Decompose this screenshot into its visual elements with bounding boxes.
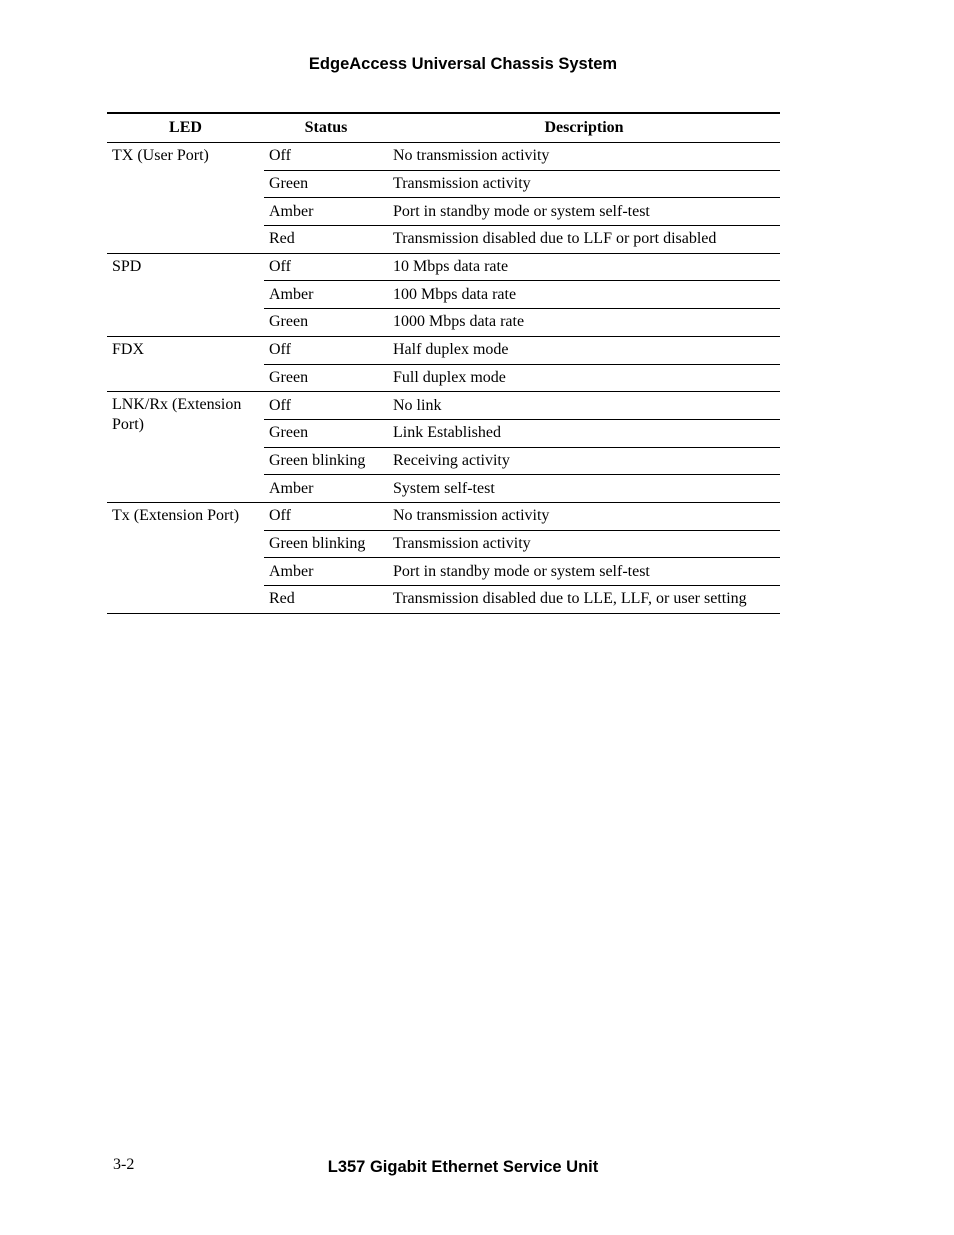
page-number: 3-2: [113, 1156, 135, 1173]
description-cell: 10 Mbps data rate: [388, 253, 780, 281]
status-cell: Green: [264, 364, 388, 392]
led-group: [107, 253, 780, 336]
status-cell: Off: [264, 392, 388, 420]
led-name-cell: SPD: [107, 253, 264, 336]
page-footer: L357 Gigabit Ethernet Service Unit: [327, 1158, 599, 1176]
status-cell: Green blinking: [264, 447, 388, 475]
status-cell: Green blinking: [264, 530, 388, 558]
led-name-cell: FDX: [107, 336, 264, 391]
description-cell: No transmission activity: [388, 502, 780, 530]
table-row: [107, 336, 780, 364]
description-cell: Transmission activity: [388, 530, 780, 558]
led-group: [107, 502, 780, 613]
description-cell: Link Established: [388, 419, 780, 447]
led-group: [107, 336, 780, 391]
description-cell: System self-test: [388, 475, 780, 503]
column-header-description: Description: [388, 113, 780, 143]
table-row: [107, 392, 780, 420]
description-cell: Transmission disabled due to LLE, LLF, or user setting: [388, 586, 780, 614]
description-cell: No transmission activity: [388, 143, 780, 171]
status-cell: Amber: [264, 558, 388, 586]
status-cell: Green: [264, 309, 388, 337]
column-header-status: Status: [264, 113, 388, 143]
description-cell: Full duplex mode: [388, 364, 780, 392]
description-cell: Receiving activity: [388, 447, 780, 475]
table-header: [107, 113, 780, 143]
led-status-table: [107, 112, 780, 614]
column-header-led: LED: [107, 113, 264, 143]
status-cell: Amber: [264, 281, 388, 309]
led-name-cell: TX (User Port): [107, 143, 264, 254]
table-row: [107, 502, 780, 530]
led-group: [107, 143, 780, 254]
status-cell: Amber: [264, 475, 388, 503]
table-row: [107, 253, 780, 281]
description-cell: Half duplex mode: [388, 336, 780, 364]
status-cell: Green: [264, 170, 388, 198]
led-name-cell: LNK/Rx (Extension Port): [107, 392, 264, 503]
status-cell: Off: [264, 336, 388, 364]
page-header: EdgeAccess Universal Chassis System: [308, 55, 618, 73]
description-cell: No link: [388, 392, 780, 420]
status-cell: Off: [264, 143, 388, 171]
status-cell: Amber: [264, 198, 388, 226]
status-cell: Green: [264, 419, 388, 447]
led-name-cell: Tx (Extension Port): [107, 502, 264, 613]
description-cell: 1000 Mbps data rate: [388, 309, 780, 337]
description-cell: Port in standby mode or system self-test: [388, 558, 780, 586]
status-cell: Off: [264, 253, 388, 281]
description-cell: Transmission disabled due to LLF or port disabled: [388, 226, 780, 254]
status-cell: Red: [264, 226, 388, 254]
description-cell: Port in standby mode or system self-test: [388, 198, 780, 226]
table-row: [107, 143, 780, 171]
status-cell: Red: [264, 586, 388, 614]
description-cell: Transmission activity: [388, 170, 780, 198]
description-cell: 100 Mbps data rate: [388, 281, 780, 309]
status-cell: Off: [264, 502, 388, 530]
led-group: [107, 392, 780, 503]
